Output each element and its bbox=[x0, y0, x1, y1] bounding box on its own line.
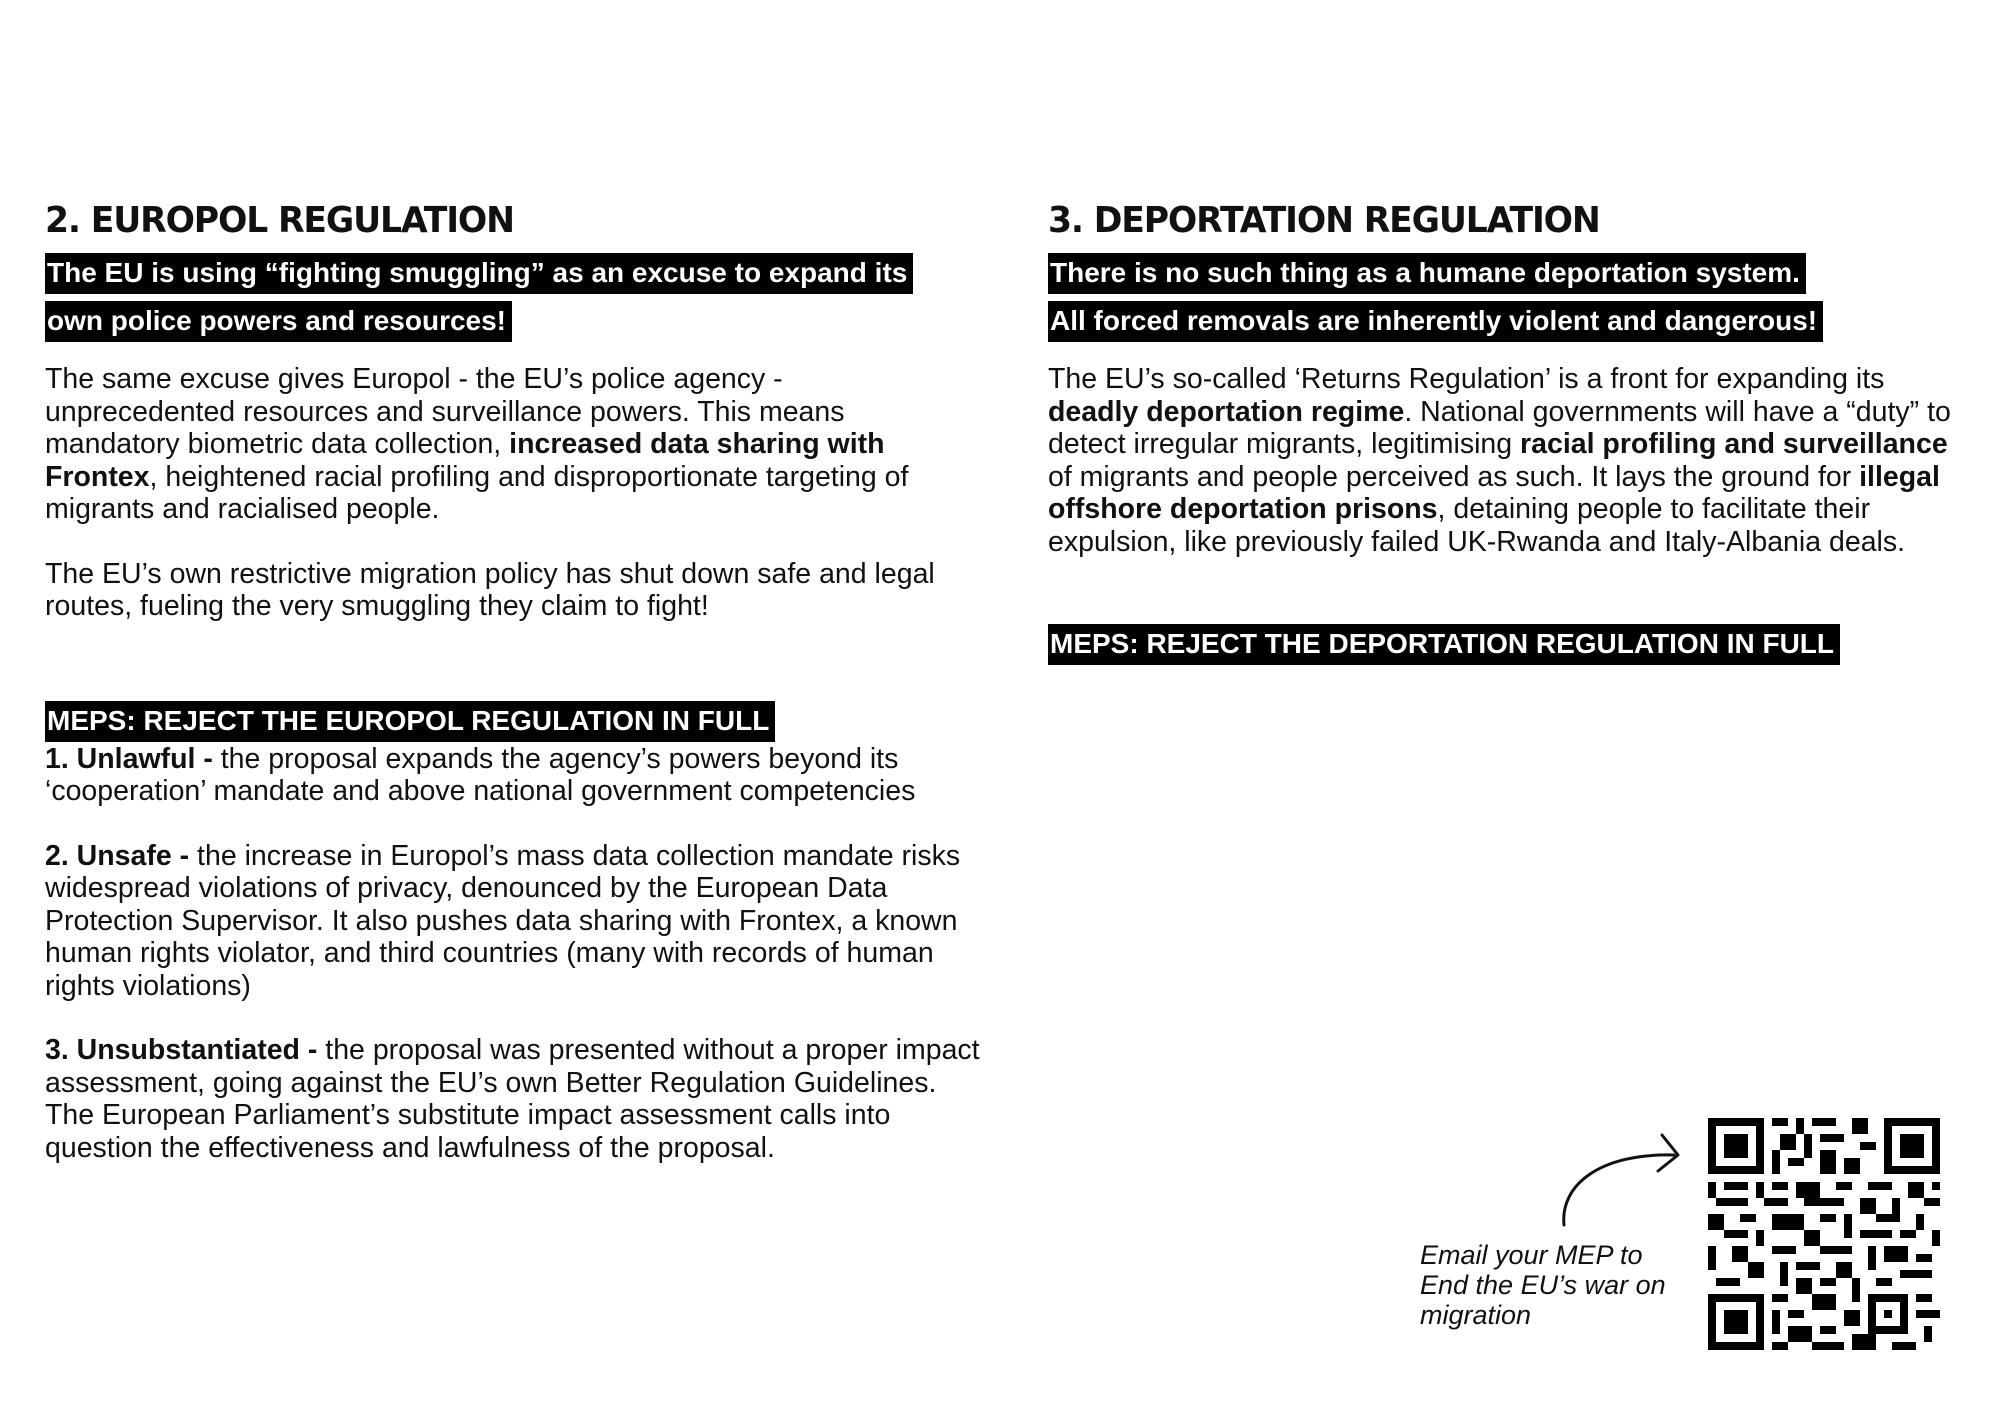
europol-point-3: 3. Unsubstantiated - the proposal was presented without a proper impact assessment, going against the EU’s own Better Regulation Guidelines. The European Parliament’s substitute impact assessment calls into question the effectiveness and lawfulness of the proposal. bbox=[45, 1034, 980, 1164]
europol-highlight-1: The EU is using “fighting smuggling” as an excuse to expand its bbox=[45, 253, 913, 294]
europol-highlight-2: own police powers and resources! bbox=[45, 301, 512, 342]
deportation-highlight-2: All forced removals are inherently violent and dangerous! bbox=[1048, 301, 1823, 342]
deportation-paragraph: The EU’s so-called ‘Returns Regulation’ is a front for expanding its deadly deportation regime. National governments will have a “duty” to detect irregular migrants, legitimising racial profiling and surveillance of migrants and people perceived as such. It lays the ground for illegal offshore deportation prisons, detaining people to facilitate their expulsion, like previously failed UK-Rwanda and Italy-Albania deals. bbox=[1048, 363, 1951, 558]
europol-point-1: 1. Unlawful - the proposal expands the agency’s powers beyond its ‘cooperation’ mandate and above national government competencies bbox=[45, 742, 916, 807]
email-mep-caption: Email your MEP to End the EU’s war on migration bbox=[1420, 1240, 1666, 1330]
europol-point-2: 2. Unsafe - the increase in Europol’s mass data collection mandate risks widespread violations of privacy, denounced by the European Data Protection Supervisor. It also pushes data sharing with Frontex, a known human rights violator, and third countries (many with records of human rights violations) bbox=[45, 839, 961, 1002]
europol-title: 2. EUROPOL REGULATION bbox=[45, 200, 514, 241]
qr-code-icon[interactable] bbox=[1708, 1118, 1940, 1350]
deportation-section bbox=[1048, 200, 1978, 672]
deportation-title: 3. DEPORTATION REGULATION bbox=[1048, 200, 1600, 241]
europol-paragraph-1: The same excuse gives Europol - the EU’s police agency - unprecedented resources and surveillance powers. This means mandatory biometric data collection, increased data sharing with Frontex, heightened racial profiling and disproportionate targeting of migrants and racialised people. bbox=[45, 363, 909, 525]
europol-section bbox=[45, 200, 980, 1164]
curved-arrow-icon bbox=[1550, 1125, 1690, 1235]
deportation-cta: MEPS: REJECT THE DEPORTATION REGULATION IN FULL bbox=[1048, 624, 1840, 665]
europol-paragraph-2: The EU’s own restrictive migration policy has shut down safe and legal routes, fueling the very smuggling they claim to fight! bbox=[45, 557, 935, 622]
europol-cta: MEPS: REJECT THE EUROPOL REGULATION IN FULL bbox=[45, 701, 775, 742]
deportation-highlight-1: There is no such thing as a humane deportation system. bbox=[1048, 253, 1806, 294]
